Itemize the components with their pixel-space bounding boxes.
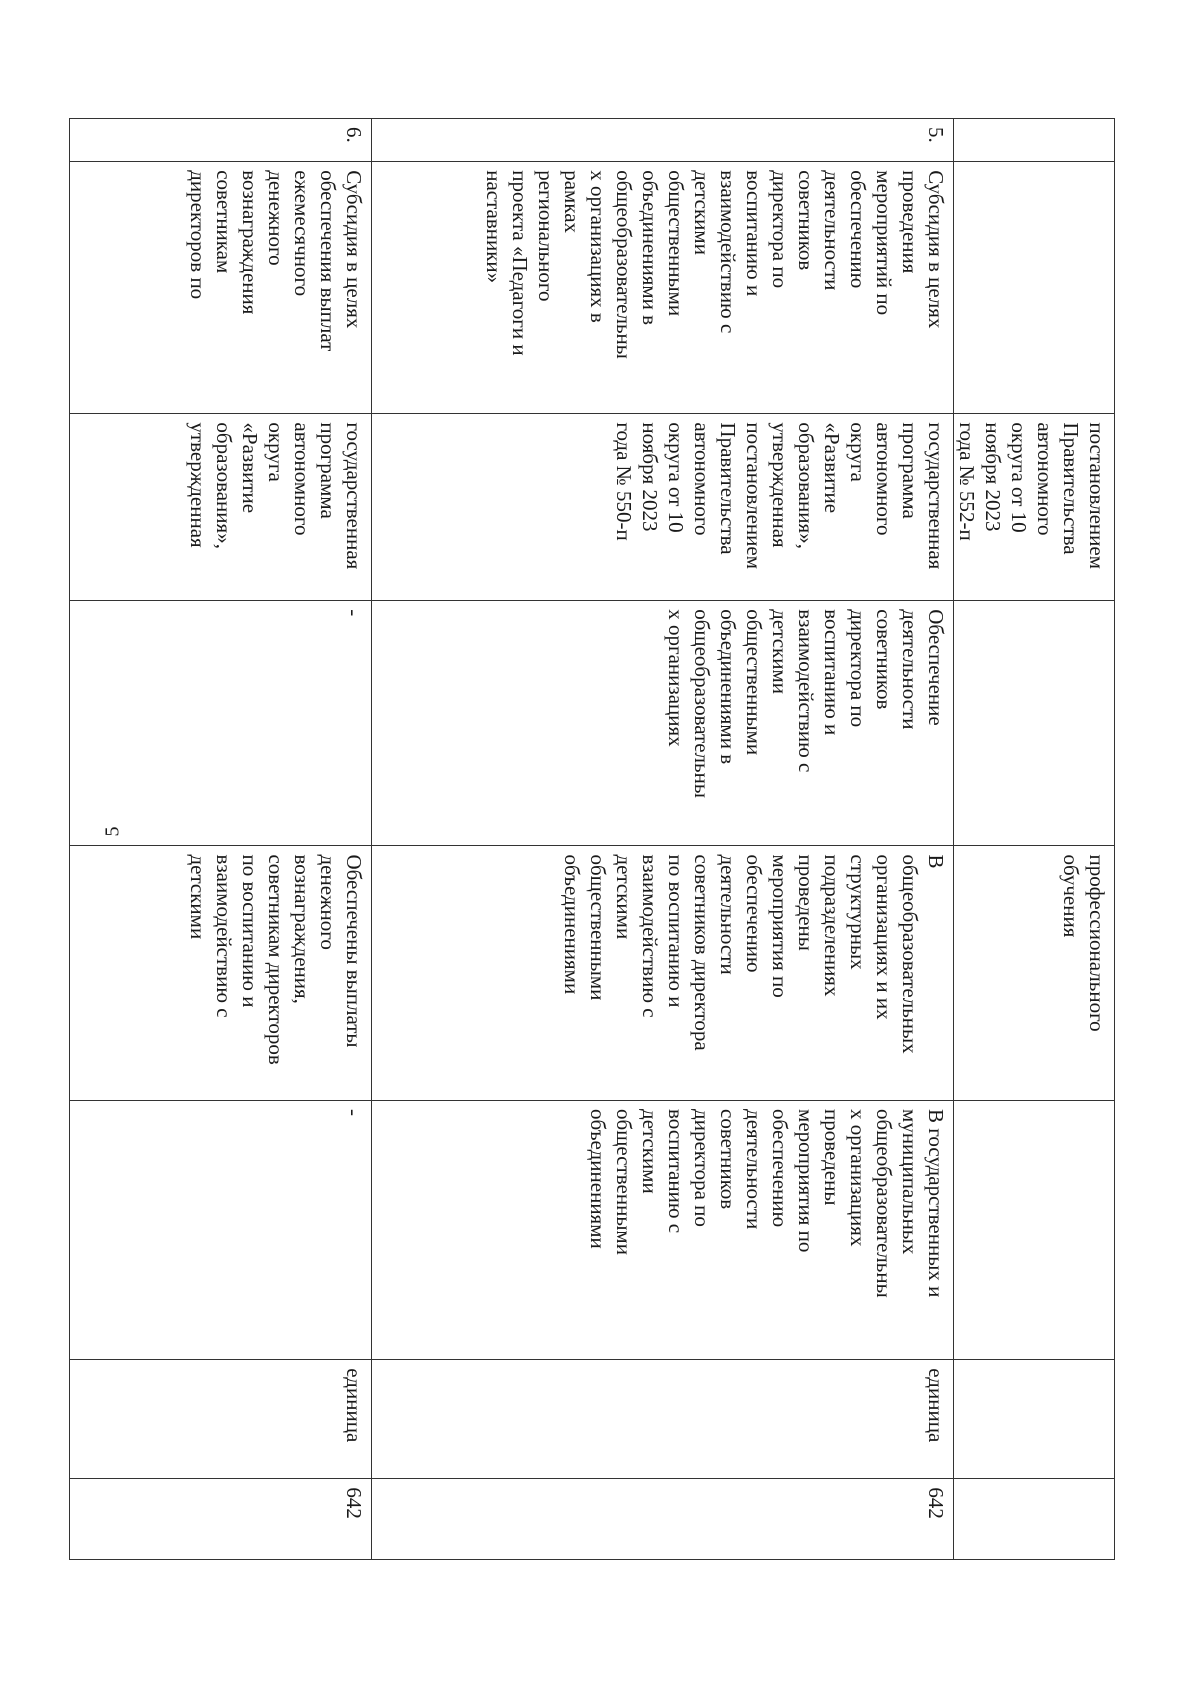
cell-task: Обеспечение деятельности советников директора по воспитанию и взаимодействию с детскими общественными объединениями в общеобразовательны х организациях <box>372 601 954 846</box>
rotated-page <box>173 118 1115 1560</box>
cell-program: государственная программа автономного округа «Развитие образования», утвержденная постановлением Правительства автономного округа от 10 ноября 2023 года № 550-п <box>372 414 954 601</box>
cell-result: профессионального обучения <box>954 846 1115 1101</box>
page-number: 5 <box>101 826 124 837</box>
cell-unit: единица <box>70 1360 372 1479</box>
table-row-continuation <box>954 119 1115 1560</box>
cell-unit: единица <box>372 1360 954 1479</box>
cell-num <box>954 119 1115 162</box>
cell-program: государственная программа автономного округа «Развитие образования», утвержденная <box>70 414 372 601</box>
cell-num: 5. <box>372 119 954 162</box>
cell-num: 6. <box>70 119 372 162</box>
cell-okei <box>954 1479 1115 1560</box>
cell-name <box>954 162 1115 414</box>
cell-okei: 642 <box>372 1479 954 1560</box>
cell-name: Субсидия в целях обеспечения выплат ежемесячного денежного вознаграждения советникам директоров по <box>70 162 372 414</box>
cell-name: Субсидия в целях проведения мероприятий по обеспечению деятельности советников директора по воспитанию и взаимодействию с детскими общественными объединениями в общеобразовательны х организациях в рамках регионального проекта «Педагоги и наставники» <box>372 162 954 414</box>
cell-result: В общеобразовательных организациях и их структурных подразделениях проведены мероприятия по обеспечению деятельности советников директора по воспитанию и взаимодействию с детскими общественными объединениями <box>372 846 954 1101</box>
cell-result: Обеспечены выплаты денежного вознаграждения, советникам директоров по воспитанию и взаимодействию с детскими <box>70 846 372 1101</box>
rotated-table-wrapper <box>173 118 1115 1560</box>
cell-characteristic <box>954 1101 1115 1360</box>
cell-task <box>954 601 1115 846</box>
cell-characteristic: В государственных и муниципальных общеобразовательны х организациях проведены мероприятия по обеспечению деятельности советников директора по воспитанию с детскими общественными объединениями <box>372 1101 954 1360</box>
cell-task: - <box>70 601 372 846</box>
cell-okei: 642 <box>70 1479 372 1560</box>
subsidy-table <box>69 118 1115 1560</box>
cell-characteristic: - <box>70 1101 372 1360</box>
table-row-5 <box>372 119 954 1560</box>
table-row-6 <box>70 119 372 1560</box>
cell-unit <box>954 1360 1115 1479</box>
cell-program: постановлением Правительства автономного округа от 10 ноября 2023 года № 552-п <box>954 414 1115 601</box>
